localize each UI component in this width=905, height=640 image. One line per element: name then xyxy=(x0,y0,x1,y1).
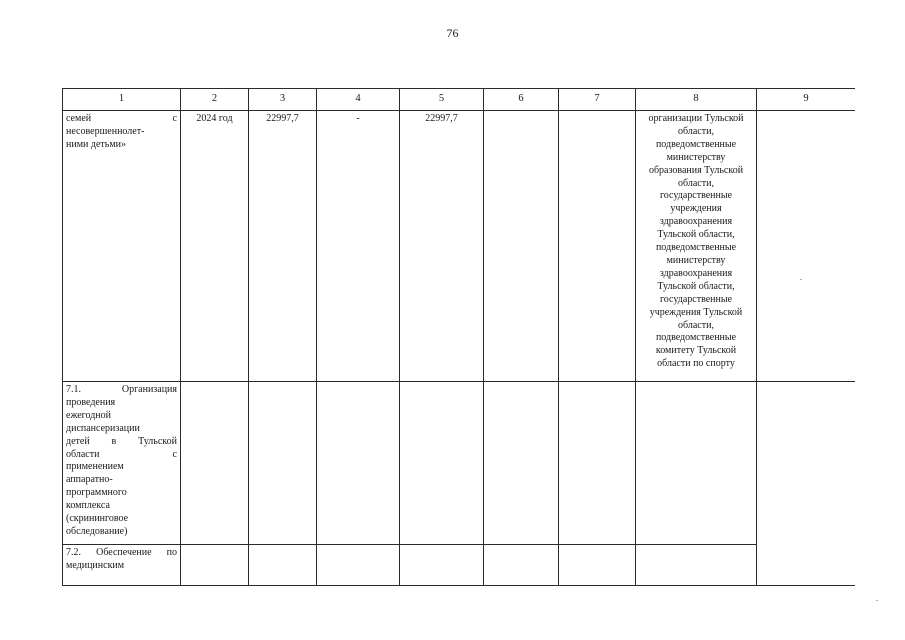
event-name-line: проведения xyxy=(66,396,116,408)
header-cell: 8 xyxy=(636,89,757,111)
result-cell xyxy=(757,111,856,382)
event-name-line: применением xyxy=(66,461,124,473)
event-name-line: семей с xyxy=(66,113,177,124)
total-amount-cell: 22997,7 xyxy=(249,111,317,382)
federal-budget-cell xyxy=(317,545,400,586)
executors-line: области, xyxy=(678,319,714,331)
table-header-row xyxy=(63,89,856,111)
header-cell: 6 xyxy=(484,89,559,111)
executors-line: учреждения xyxy=(670,203,722,215)
table-row xyxy=(63,382,856,545)
other-sources-cell xyxy=(559,111,636,382)
event-name-line: комплекса xyxy=(66,500,110,512)
executors-line: подведомственные xyxy=(655,138,737,150)
event-name-line: 7.2. Обеспечение по xyxy=(66,547,177,558)
executors-cell xyxy=(636,111,757,382)
local-budget-cell xyxy=(484,382,559,545)
event-name-line: медицинским xyxy=(66,559,125,571)
executors-cell xyxy=(636,382,757,545)
executors-line: организации Тульской xyxy=(648,113,744,124)
event-name-line: 7.1. Организация xyxy=(66,384,177,395)
header-cell: 3 xyxy=(249,89,317,111)
header-cell: 4 xyxy=(317,89,400,111)
federal-budget-cell xyxy=(317,382,400,545)
executors-line: здравоохранения xyxy=(659,216,733,228)
executors-line: области, xyxy=(678,125,714,137)
scan-speck xyxy=(876,600,878,601)
other-sources-cell xyxy=(559,382,636,545)
event-name-cell xyxy=(63,382,181,545)
header-cell: 7 xyxy=(559,89,636,111)
executors-line: учреждения Тульской xyxy=(649,306,743,318)
program-table-container xyxy=(62,88,855,588)
total-amount-cell xyxy=(249,545,317,586)
executors-line: министерству xyxy=(666,254,726,266)
executors-line: подведомственные xyxy=(655,242,737,254)
executors-line: подведомственные xyxy=(655,332,737,344)
table-row xyxy=(63,545,856,586)
executors-cell xyxy=(636,545,757,586)
local-budget-cell xyxy=(484,545,559,586)
executors-line: области по спорту xyxy=(657,358,735,370)
event-name-line: ежегодной xyxy=(66,409,112,421)
executors-line: государственные xyxy=(659,190,733,202)
regional-budget-cell xyxy=(400,545,484,586)
event-name-line: ними детьми» xyxy=(66,138,127,150)
period-cell xyxy=(181,545,249,586)
event-name-line: детей в Тульской xyxy=(66,435,177,447)
other-sources-cell xyxy=(559,545,636,586)
period-cell: 2024 год xyxy=(181,111,249,382)
regional-budget-cell: 22997,7 xyxy=(400,111,484,382)
result-cell xyxy=(757,382,856,586)
event-name-line: обследование) xyxy=(66,525,128,537)
header-cell: 9 xyxy=(757,89,856,111)
event-name-line: области с xyxy=(66,448,177,460)
executors-line: здравоохранения xyxy=(659,267,733,279)
event-name-cell xyxy=(63,111,181,382)
regional-budget-cell xyxy=(400,382,484,545)
local-budget-cell xyxy=(484,111,559,382)
header-cell: 5 xyxy=(400,89,484,111)
executors-line: области, xyxy=(678,177,714,189)
header-cell: 1 xyxy=(63,89,181,111)
event-name-line: несовершеннолет- xyxy=(66,125,145,137)
scan-speck xyxy=(800,279,802,280)
executors-line: образования Тульской xyxy=(648,164,744,176)
table-row xyxy=(63,111,856,382)
event-name-cell xyxy=(63,545,181,586)
event-name-line: диспансеризации xyxy=(66,422,140,434)
executors-line: государственные xyxy=(659,293,733,305)
page-number: 76 xyxy=(446,26,459,40)
federal-budget-cell: - xyxy=(317,111,400,382)
executors-line: Тульской области, xyxy=(657,280,735,292)
program-table xyxy=(62,88,855,586)
executors-line: министерству xyxy=(666,151,726,163)
event-name-line: аппаратно- xyxy=(66,474,113,486)
period-cell xyxy=(181,382,249,545)
event-name-line: программного xyxy=(66,487,127,499)
event-name-line: (скрининговое xyxy=(66,513,129,525)
total-amount-cell xyxy=(249,382,317,545)
executors-line: комитету Тульской xyxy=(655,345,737,357)
header-cell: 2 xyxy=(181,89,249,111)
executors-line: Тульской области, xyxy=(657,229,735,241)
